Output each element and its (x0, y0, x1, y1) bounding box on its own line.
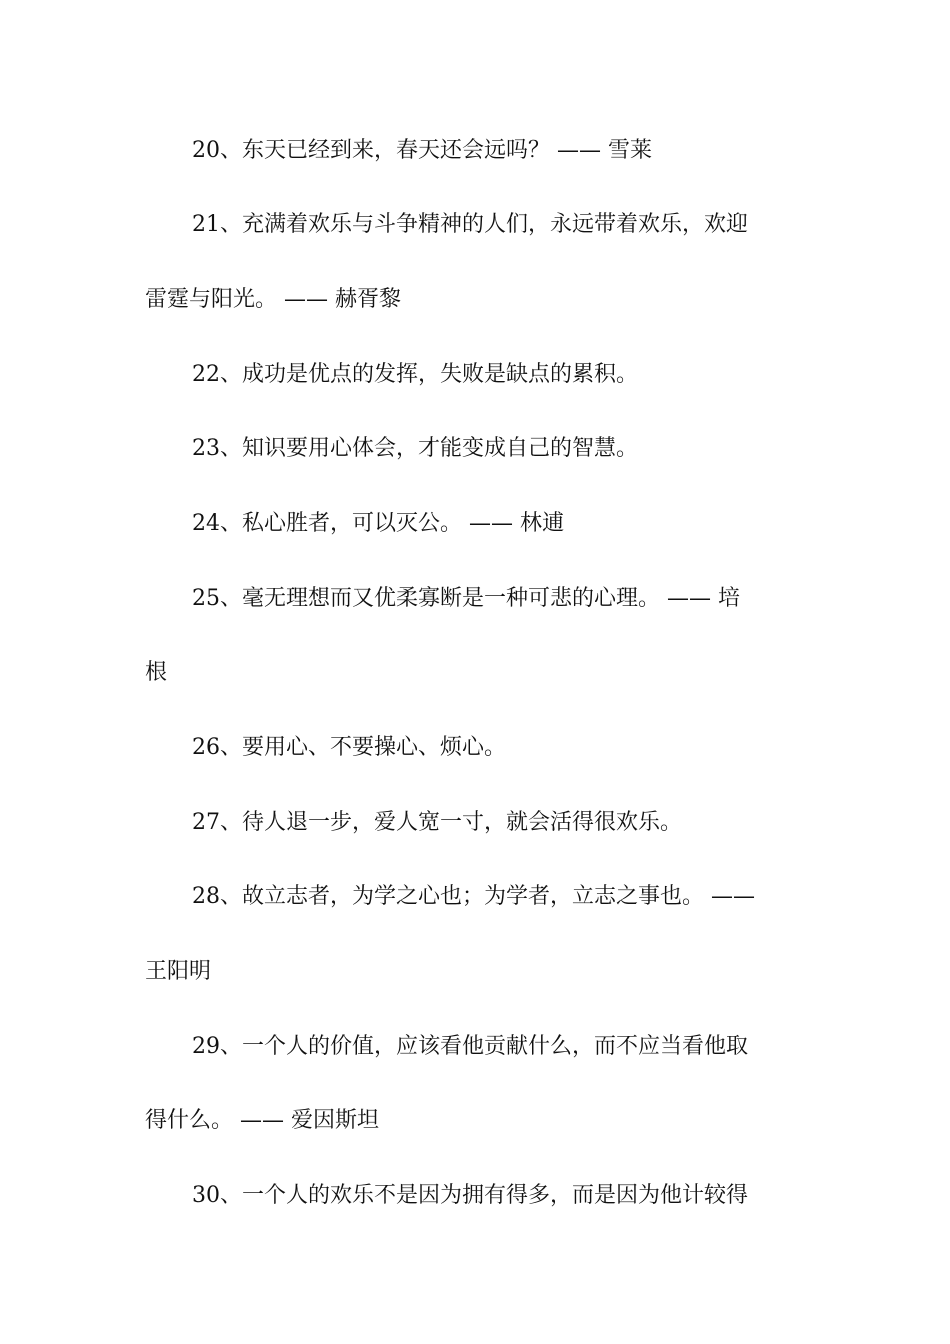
quote-28-line-1: 28、故立志者，为学之心也；为学者，立志之事也。 —— (192, 884, 755, 909)
quote-24: 24、私心胜者，可以灭公。 —— 林逋 (192, 511, 564, 536)
quote-29-line-2: 得什么。 —— 爱因斯坦 (145, 1108, 379, 1133)
quote-30-line-1: 30、一个人的欢乐不是因为拥有得多，而是因为他计较得 (192, 1183, 748, 1208)
quote-22: 22、成功是优点的发挥，失败是缺点的累积。 (192, 362, 638, 387)
quote-27: 27、待人退一步，爱人宽一寸，就会活得很欢乐。 (192, 810, 682, 835)
quote-29-line-1: 29、一个人的价值，应该看他贡献什么，而不应当看他取 (192, 1034, 748, 1059)
quote-28-line-2: 王阳明 (145, 959, 212, 984)
quote-25-line-2: 根 (145, 660, 168, 685)
quote-23: 23、知识要用心体会，才能变成自己的智慧。 (192, 436, 638, 461)
quote-20: 20、东天已经到来，春天还会远吗？ —— 雪莱 (192, 138, 652, 163)
quote-25-line-1: 25、毫无理想而又优柔寡断是一种可悲的心理。 —— 培 (192, 586, 740, 611)
quote-26: 26、要用心、不要操心、烦心。 (192, 735, 506, 760)
quote-21-line-2: 雷霆与阳光。 —— 赫胥黎 (145, 287, 401, 312)
quote-21-line-1: 21、充满着欢乐与斗争精神的人们，永远带着欢乐，欢迎 (192, 212, 748, 237)
